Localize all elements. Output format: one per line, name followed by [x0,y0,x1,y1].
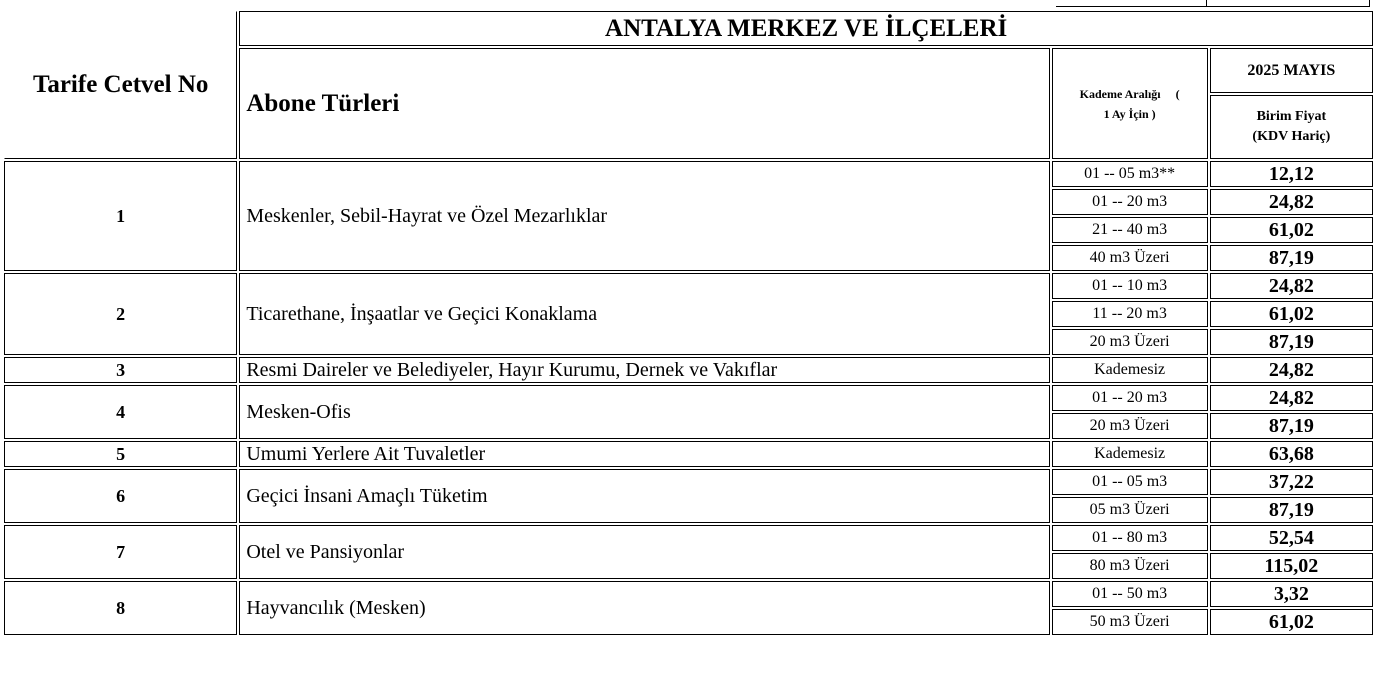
abone-turu-cell: Resmi Daireler ve Belediyeler, Hayır Kurumu, Dernek ve Vakıflar [239,357,1049,383]
tarife-no-cell: 2 [4,273,237,355]
tarife-no-cell: 5 [4,441,237,467]
unit-price-cell: 24,82 [1210,385,1373,411]
kademe-range-cell: 40 m3 Üzeri [1052,245,1208,271]
abone-turu-cell: Mesken-Ofis [239,385,1049,439]
tarife-no-cell: 6 [4,469,237,523]
header-period: 2025 MAYIS [1210,48,1373,93]
tarife-no-cell: 7 [4,525,237,579]
header-price-line2: (KDV Hariç) [1252,129,1331,144]
tarife-no-cell: 1 [4,161,237,271]
abone-turu-cell: Otel ve Pansiyonlar [239,525,1049,579]
fragment-bottom-border [1056,6,1370,7]
kademe-range-cell: 01 -- 80 m3 [1052,525,1208,551]
kademe-range-cell: Kademesiz [1052,441,1208,467]
unit-price-cell: 61,02 [1210,301,1373,327]
tarife-no-cell: 4 [4,385,237,439]
previous-table-fragment [0,0,1382,8]
unit-price-cell: 87,19 [1210,329,1373,355]
unit-price-cell: 24,82 [1210,357,1373,383]
unit-price-cell: 61,02 [1210,609,1373,635]
tariff-body [4,161,1373,635]
kademe-range-cell: 05 m3 Üzeri [1052,497,1208,523]
kademe-range-cell: 20 m3 Üzeri [1052,329,1208,355]
unit-price-cell: 87,19 [1210,245,1373,271]
table-row [4,441,1373,467]
fragment-divider [1206,0,1207,7]
unit-price-cell: 63,68 [1210,441,1373,467]
header-birim-fiyat [1210,95,1373,159]
kademe-range-cell: 20 m3 Üzeri [1052,413,1208,439]
unit-price-cell: 24,82 [1210,189,1373,215]
kademe-range-cell: 01 -- 20 m3 [1052,385,1208,411]
unit-price-cell: 87,19 [1210,497,1373,523]
table-row [4,581,1373,607]
kademe-range-cell: 50 m3 Üzeri [1052,609,1208,635]
header-price-line1: Birim Fiyat [1256,109,1327,124]
header-kademe-araligi [1052,48,1208,159]
header-tarife-no: Tarife Cetvel No [4,11,237,159]
unit-price-cell: 37,22 [1210,469,1373,495]
unit-price-cell: 12,12 [1210,161,1373,187]
kademe-range-cell: 21 -- 40 m3 [1052,217,1208,243]
kademe-range-cell: 01 -- 05 m3** [1052,161,1208,187]
header-kademe-line2: 1 Ay İçin ) [1103,106,1156,121]
unit-price-cell: 61,02 [1210,217,1373,243]
header-kademe-line1: Kademe Aralığı ( [1079,86,1180,101]
table-row [4,161,1373,187]
abone-turu-cell: Meskenler, Sebil-Hayrat ve Özel Mezarlıklar [239,161,1049,271]
abone-turu-cell: Ticarethane, İnşaatlar ve Geçici Konaklama [239,273,1049,355]
unit-price-cell: 87,19 [1210,413,1373,439]
abone-turu-cell: Geçici İnsani Amaçlı Tüketim [239,469,1049,523]
table-row [4,357,1373,383]
unit-price-cell: 52,54 [1210,525,1373,551]
kademe-range-cell: 01 -- 05 m3 [1052,469,1208,495]
kademe-range-cell: 01 -- 20 m3 [1052,189,1208,215]
fragment-divider [1369,0,1370,7]
kademe-range-cell: 01 -- 50 m3 [1052,581,1208,607]
region-title: ANTALYA MERKEZ VE İLÇELERİ [239,11,1373,46]
kademe-range-cell: 01 -- 10 m3 [1052,273,1208,299]
table-row [4,525,1373,551]
unit-price-cell: 24,82 [1210,273,1373,299]
table-row [4,469,1373,495]
tariff-table [2,9,1375,637]
kademe-range-cell: Kademesiz [1052,357,1208,383]
abone-turu-cell: Hayvancılık (Mesken) [239,581,1049,635]
tarife-no-cell: 3 [4,357,237,383]
kademe-range-cell: 11 -- 20 m3 [1052,301,1208,327]
table-row [4,273,1373,299]
abone-turu-cell: Umumi Yerlere Ait Tuvaletler [239,441,1049,467]
kademe-range-cell: 80 m3 Üzeri [1052,553,1208,579]
tarife-no-cell: 8 [4,581,237,635]
header-abone-turleri: Abone Türleri [239,48,1049,159]
unit-price-cell: 3,32 [1210,581,1373,607]
table-row [4,385,1373,411]
unit-price-cell: 115,02 [1210,553,1373,579]
